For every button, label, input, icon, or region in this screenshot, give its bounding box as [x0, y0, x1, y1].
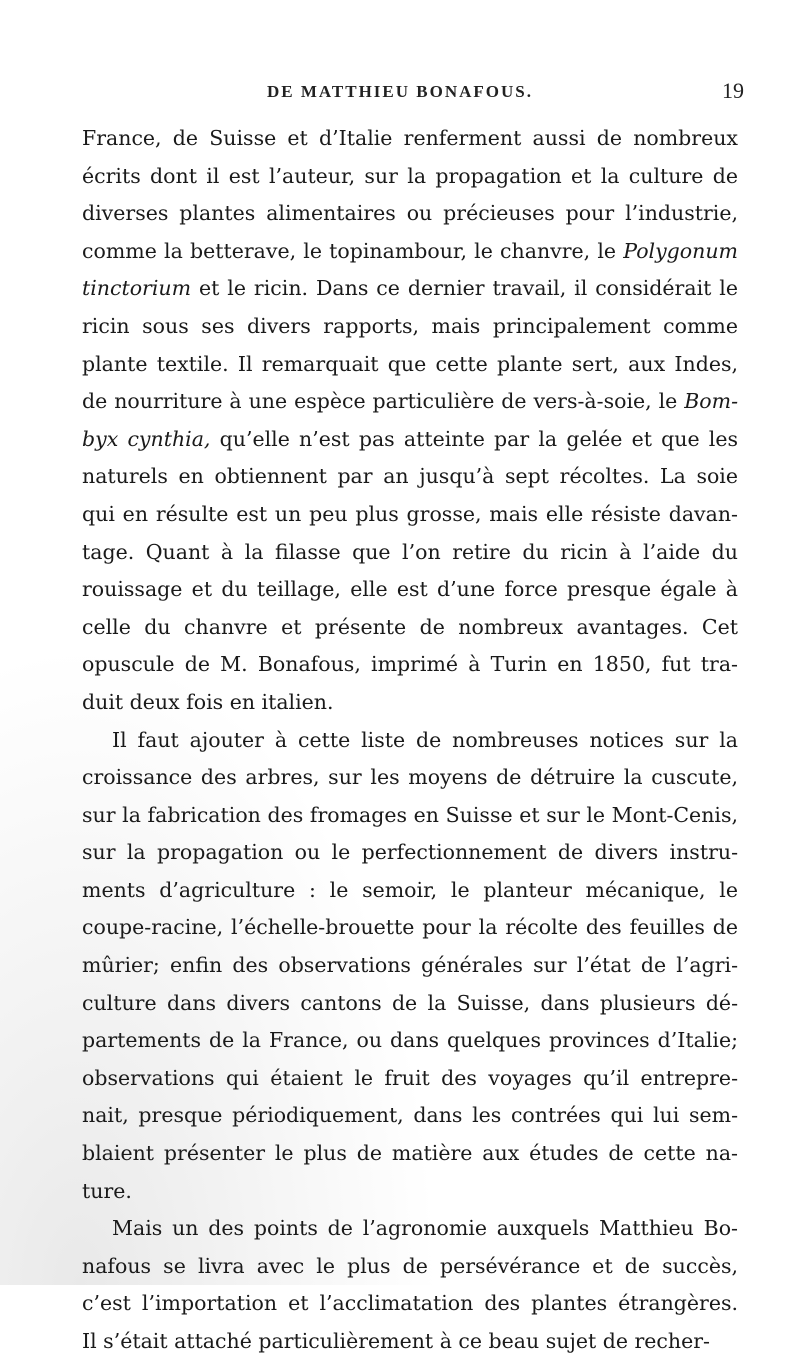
text-line: byx cynthia, qu’elle n’est pas atteinte par la gelée et que les — [82, 426, 738, 451]
text-line: naturels en obtiennent par an jusqu’à sept récoltes. La soie — [82, 464, 738, 489]
text-line: blaient présenter le plus de matière aux études de cette na- — [82, 1141, 738, 1166]
text-line: sur la propagation ou le perfectionnement de divers instru- — [82, 840, 738, 865]
body-text — [82, 120, 738, 1361]
text-line: mûrier; enfin des observations générales sur l’état de l’agri- — [82, 953, 738, 978]
text-line: Il s’était attaché particulièrement à ce beau sujet de recher- — [82, 1329, 710, 1353]
text-line: nait, presque périodiquement, dans les contrées qui lui sem- — [82, 1103, 738, 1128]
text-line: celle du chanvre et présente de nombreux avantages. Cet — [82, 614, 738, 639]
running-head: DE MATTHIEU BONAFOUS. — [266, 82, 533, 101]
text-line: plante textile. Il remarquait que cette plante sert, aux Indes, — [82, 351, 738, 376]
text-line: culture dans divers cantons de la Suisse, dans plusieurs dé- — [82, 990, 738, 1015]
text-line: comme la betterave, le topinambour, le chanvre, le Polygonum — [82, 238, 738, 263]
text-line: France, de Suisse et d’Italie renferment aussi de nombreux — [82, 126, 738, 150]
text-line: tage. Quant à la filasse que l’on retire du ricin à l’aide du — [82, 539, 738, 564]
text-line: tinctorium et le ricin. Dans ce dernier travail, il considérait le — [82, 276, 738, 301]
text-line: observations qui étaient le fruit des voyages qu’il entrepre- — [82, 1065, 738, 1090]
text-line: sur la fabrication des fromages en Suisse et sur le Mont-Cenis, — [82, 802, 738, 827]
text-line: rouissage et du teillage, elle est d’une force presque égale à — [82, 577, 738, 602]
text-line: ricin sous ses divers rapports, mais principalement comme — [82, 313, 738, 338]
text-line: Il faut ajouter à cette liste de nombreuses notices sur la — [112, 727, 738, 752]
text-line: opuscule de M. Bonafous, imprimé à Turin en 1850, fut tra- — [82, 652, 738, 677]
text-line: croissance des arbres, sur les moyens de détruire la cuscute, — [82, 765, 738, 790]
text-line: duit deux fois en italien. — [82, 689, 334, 714]
italic-term: byx cynthia, — [82, 426, 211, 451]
text-line: Mais un des points de l’agronomie auxquels Matthieu Bo- — [112, 1216, 738, 1241]
text-line: ture. — [82, 1178, 132, 1203]
text-line: diverses plantes alimentaires ou précieuses pour l’industrie, — [82, 201, 738, 226]
text-line: coupe-racine, l’échelle-brouette pour la récolte des feuilles de — [82, 915, 738, 940]
page-number: 19 — [722, 78, 744, 103]
text-line: qui en résulte est un peu plus grosse, mais elle résiste davan- — [82, 501, 738, 526]
italic-term: Bom- — [684, 389, 738, 414]
text-line: écrits dont il est l’auteur, sur la propagation et la culture de — [82, 163, 738, 188]
text-line: nafous se livra avec le plus de persévérance et de succès, — [82, 1253, 738, 1278]
page-header — [0, 78, 800, 110]
text-line: ments d’agriculture : le semoir, le planteur mécanique, le — [82, 877, 738, 902]
text-line: c’est l’importation et l’acclimatation des plantes étrangères. — [82, 1291, 738, 1316]
text-line: partements de la France, ou dans quelques provinces d’Italie; — [82, 1028, 738, 1053]
text-line: de nourriture à une espèce particulière de vers-à-soie, le Bom- — [82, 389, 738, 414]
italic-term: tinctorium — [82, 276, 192, 301]
italic-term: Polygonum — [623, 238, 738, 263]
